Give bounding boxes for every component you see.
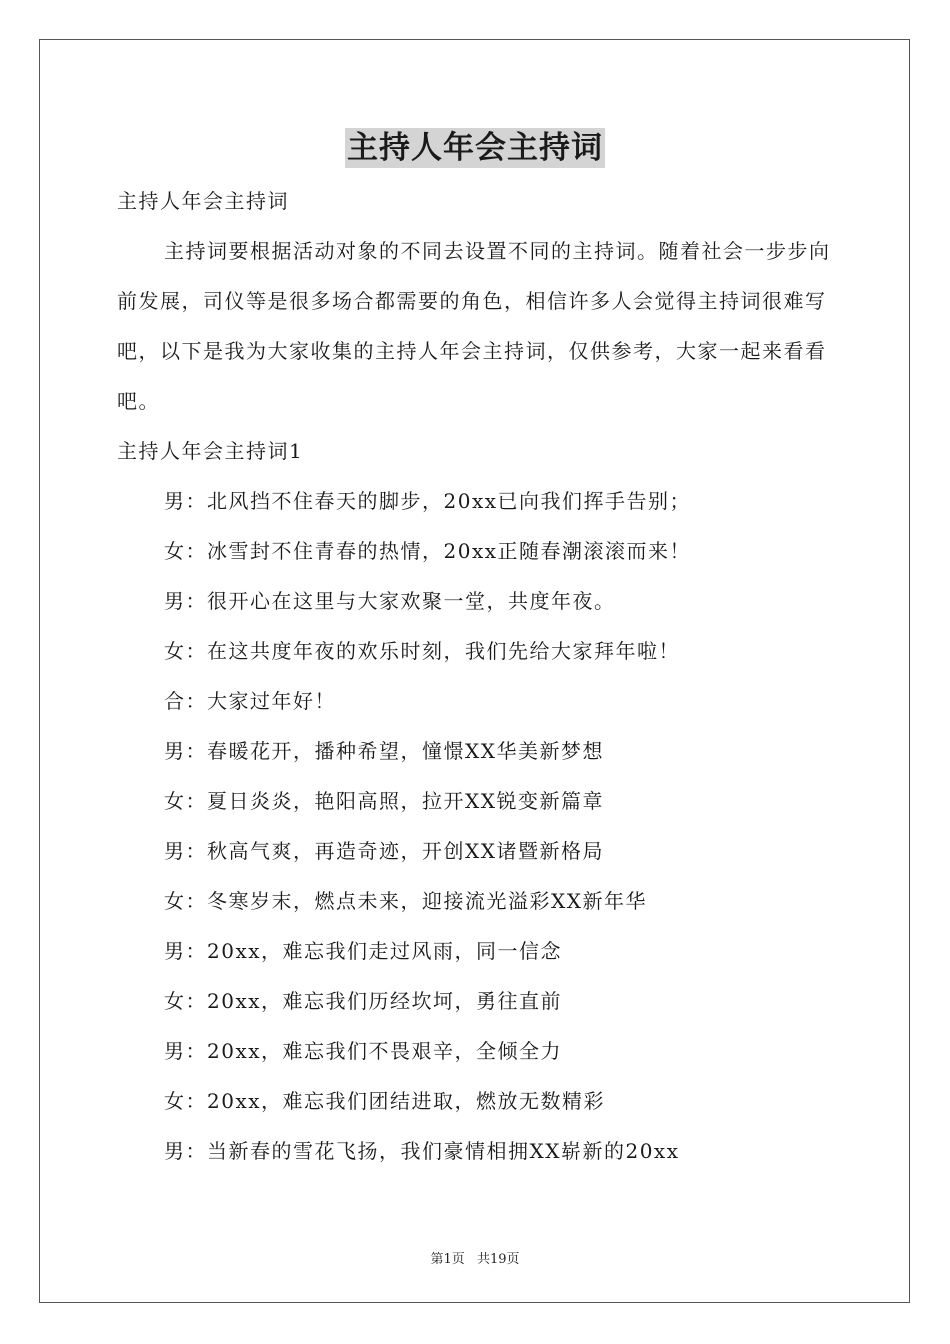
dialogue-line: 男：20xx，难忘我们不畏艰辛，全倾全力 <box>164 1039 563 1063</box>
dialogue-line: 女：在这共度年夜的欢乐时刻，我们先给大家拜年啦！ <box>164 639 680 663</box>
dialogue-line: 女：20xx，难忘我们团结进取，燃放无数精彩 <box>164 1089 606 1113</box>
dialogue-line: 男：当新春的雪花飞扬，我们豪情相拥XX崭新的20xx <box>164 1139 680 1163</box>
page-footer <box>0 1248 950 1267</box>
page-number: 第1页 <box>430 1252 465 1267</box>
dialogue-line: 女：夏日炎炎，艳阳高照，拉开XX锐变新篇章 <box>164 789 604 813</box>
page-total: 共19页 <box>476 1252 520 1267</box>
dialogue-line: 合：大家过年好！ <box>164 689 336 713</box>
dialogue-line: 男：秋高气爽，再造奇迹，开创XX诸暨新格局 <box>164 839 604 863</box>
dialogue-line: 男：20xx，难忘我们走过风雨，同一信念 <box>164 939 563 963</box>
intro-paragraph: 主持词要根据活动对象的不同去设置不同的主持词。随着社会一步步向前发展，司仪等是很多场合都需要的角色，相信许多人会觉得主持词很难写吧，以下是我为大家收集的主持人年会主持词，仅供参考，大家一起来看看吧。 <box>117 239 831 413</box>
title-container <box>0 128 950 168</box>
dialogue-line: 男：北风挡不住春天的脚步，20xx已向我们挥手告别； <box>164 489 692 513</box>
document-title: 主持人年会主持词 <box>347 130 603 166</box>
document-body <box>117 176 837 1176</box>
subtitle-paragraph: 主持人年会主持词 <box>117 189 289 213</box>
dialogue-line: 女：20xx，难忘我们历经坎坷，勇往直前 <box>164 989 563 1013</box>
dialogue-line: 女：冬寒岁末，燃点未来，迎接流光溢彩XX新年华 <box>164 889 647 913</box>
dialogue-line: 男：很开心在这里与大家欢聚一堂，共度年夜。 <box>164 589 616 613</box>
dialogue-line: 女：冰雪封不住青春的热情，20xx正随春潮滚滚而来！ <box>164 539 692 563</box>
dialogue-line: 男：春暖花开，播种希望，憧憬XX华美新梦想 <box>164 739 604 763</box>
section-heading: 主持人年会主持词1 <box>117 439 304 463</box>
